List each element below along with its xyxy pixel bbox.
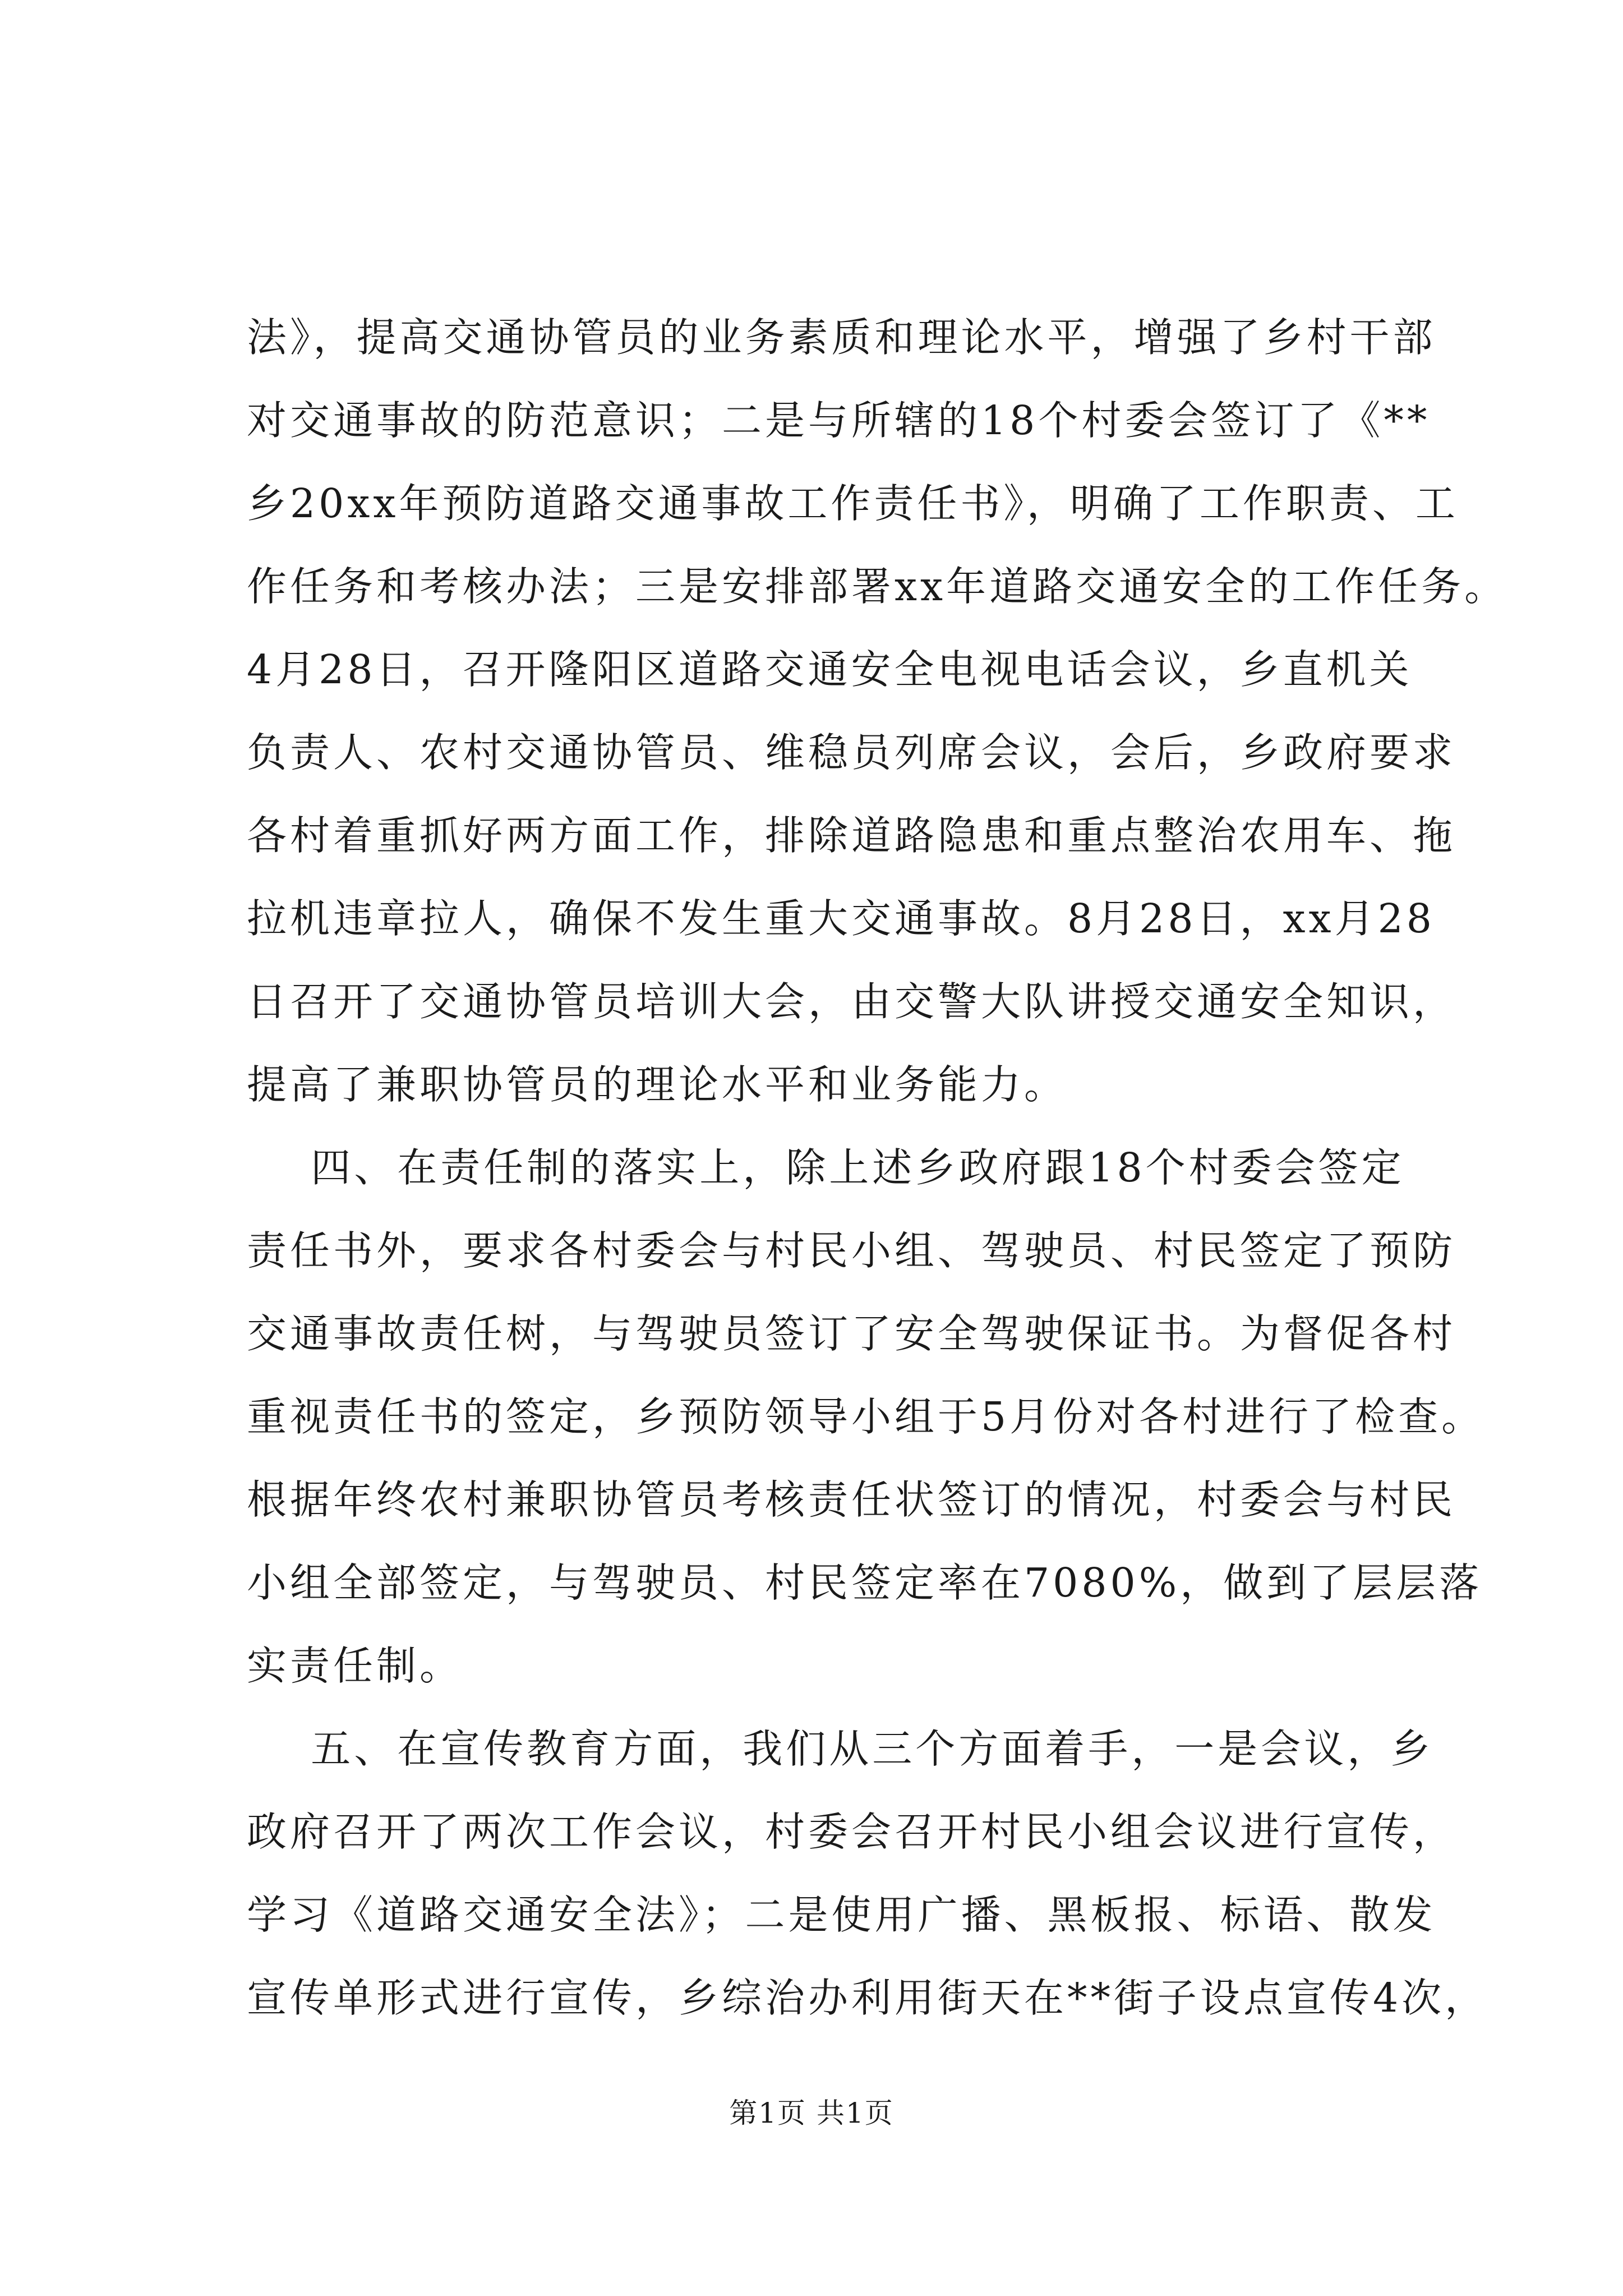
- text-line: 各村着重抓好两方面工作，排除道路隐患和重点整治农用车、拖: [247, 812, 1456, 859]
- document-body: [247, 296, 1508, 2040]
- text-line: 小组全部签定，与驾驶员、村民签定率在7080%，做到了层层落: [247, 1559, 1483, 1606]
- text-line: 宣传单形式进行宣传，乡综治办利用街天在**街子设点宣传4次，: [247, 1975, 1488, 2021]
- text-line: 学习《道路交通安全法》；二是使用广播、黑板报、标语、散发: [247, 1892, 1436, 1938]
- text-line: 四、在责任制的落实上，除上述乡政府跟18个村委会签定: [247, 1144, 1405, 1191]
- text-line: 责任书外，要求各村委会与村民小组、驾驶员、村民签定了预防: [247, 1227, 1456, 1274]
- text-line: 根据年终农村兼职协管员考核责任状签订的情况，村委会与村民: [247, 1476, 1456, 1523]
- text-line: 负责人、农村交通协管员、维稳员列席会议，会后，乡政府要求: [247, 729, 1456, 776]
- text-line: 乡20xx年预防道路交通事故工作责任书》，明确了工作职责、工: [247, 480, 1459, 527]
- text-line: 实责任制。: [247, 1642, 463, 1689]
- text-line: 拉机违章拉人，确保不发生重大交通事故。8月28日，xx月28: [247, 895, 1435, 942]
- text-line: 提高了兼职协管员的理论水平和业务能力。: [247, 1061, 1068, 1108]
- text-line: 政府召开了两次工作会议，村委会召开村民小组会议进行宣传，: [247, 1809, 1456, 1855]
- text-line: 作任务和考核办法；三是安排部署xx年道路交通安全的工作任务。: [247, 563, 1508, 610]
- text-line: 重视责任书的签定，乡预防领导小组于5月份对各村进行了检查。: [247, 1393, 1485, 1440]
- text-line: 日召开了交通协管员培训大会，由交警大队讲授交通安全知识，: [247, 978, 1456, 1025]
- text-line: 五、在宣传教育方面，我们从三个方面着手，一是会议，乡: [247, 1726, 1434, 1772]
- page-footer: 第1页 共1页: [729, 2097, 894, 2129]
- text-line: 法》，提高交通协管员的业务素质和理论水平，增强了乡村干部: [247, 314, 1436, 361]
- text-line: 交通事故责任树，与驾驶员签订了安全驾驶保证书。为督促各村: [247, 1310, 1456, 1357]
- text-line: 4月28日，召开隆阳区道路交通安全电视电话会议，乡直机关: [247, 646, 1413, 693]
- text-line: 对交通事故的防范意识；二是与所辖的18个村委会签订了《**: [247, 397, 1431, 444]
